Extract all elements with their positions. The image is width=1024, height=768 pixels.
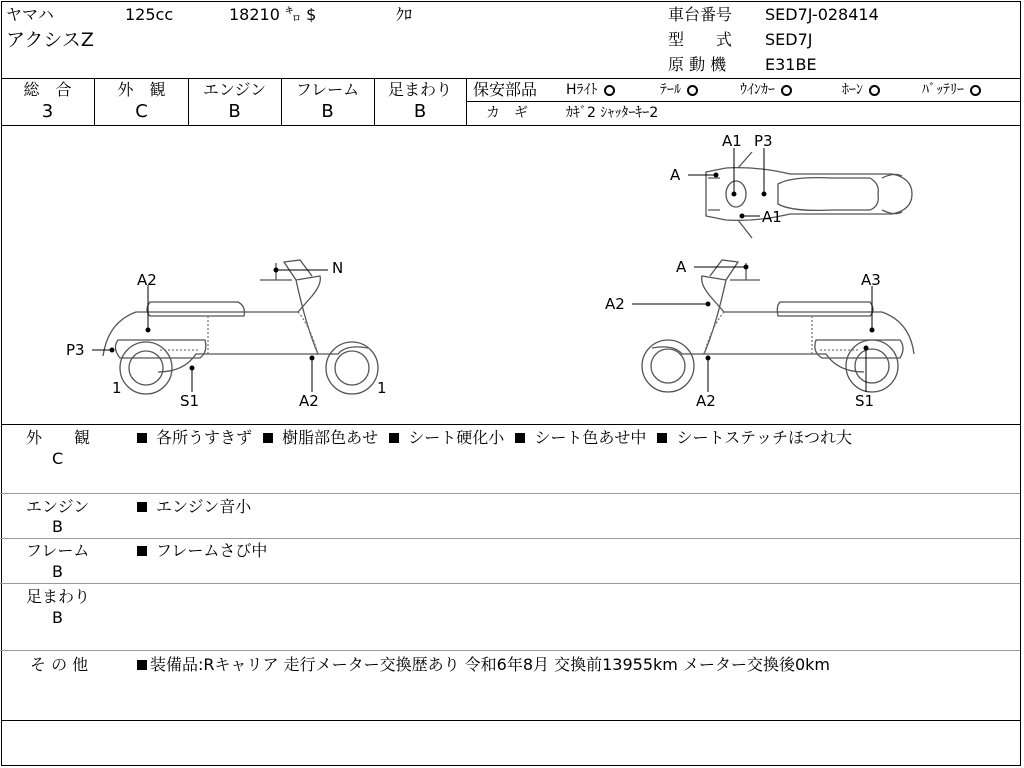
safety-label: 保安部品 <box>473 80 538 99</box>
note-exterior-grade: C <box>52 449 64 468</box>
frame-no: SED7J-028414 <box>765 5 879 24</box>
note-suspension-grade: B <box>52 608 63 627</box>
type-label: 型 式 <box>668 30 733 49</box>
label-right-a3: A3 <box>861 271 881 289</box>
bullet-icon <box>137 660 147 670</box>
bullet-icon <box>515 433 525 443</box>
bullet-icon <box>137 502 147 512</box>
label-left-a2b: A2 <box>299 392 319 410</box>
engine-label: 原 動 機 <box>668 55 727 74</box>
note-frame-grade: B <box>52 562 63 581</box>
grid-mid-line <box>466 101 1021 102</box>
frame-no-label: 車台番号 <box>668 5 733 24</box>
type-value: SED7J <box>765 30 813 49</box>
safety-headlight: Hﾗｲﾄ <box>566 81 615 99</box>
note-other-label: そ の 他 <box>30 655 89 674</box>
frame-rating-label: フレーム <box>295 80 360 99</box>
notes-top-line <box>1 424 1021 425</box>
scooter-top-view <box>706 152 912 238</box>
bullet-icon <box>137 546 147 556</box>
winker-ok-icon <box>781 85 792 96</box>
mileage: 18210 ㌔ $ <box>229 5 317 24</box>
overall-label: 総 合 <box>23 80 72 99</box>
bullet-icon <box>657 433 667 443</box>
bullet-icon <box>137 433 147 443</box>
label-right-a2: A2 <box>605 295 625 313</box>
suspension-grade: B <box>413 101 427 122</box>
safety-winker: ｳｲﾝｶｰ <box>740 81 792 99</box>
label-top-a: A <box>670 166 681 184</box>
maker: ヤマハ <box>6 5 54 24</box>
frame-grade: B <box>321 101 334 122</box>
damage-diagram <box>0 126 1020 424</box>
taillight-ok-icon <box>687 85 698 96</box>
label-top-p3: P3 <box>754 132 773 150</box>
safety-taillight: ﾃｰﾙ <box>660 81 698 99</box>
displacement: 125cc <box>125 5 174 24</box>
label-left-p3: P3 <box>66 341 85 359</box>
exterior-label: 外 観 <box>117 80 166 99</box>
note-other-items: 装備品:Rキャリア 走行メーター交換歴あり 令和6年8月 交換前13955km メーター交換後0km <box>137 655 830 675</box>
label-left-a2: A2 <box>137 271 157 289</box>
engine-grade: B <box>228 101 241 122</box>
note-engine-label: エンジン <box>26 497 90 516</box>
engine-rating-label: エンジン <box>202 80 267 99</box>
color: ｸﾛ <box>396 5 413 24</box>
note-frame-items: フレームさび中 <box>137 541 267 561</box>
notes-row-divider <box>0 650 1020 651</box>
keys-value: ｶｷﾞ2 ｼｬｯﾀｰｷｰ2 <box>566 105 659 121</box>
note-exterior-label: 外 観 <box>26 428 91 447</box>
exterior-grade: C <box>135 101 148 122</box>
model-name: アクシスZ <box>6 29 94 51</box>
note-frame-label: フレーム <box>26 541 90 560</box>
grid-top-line <box>1 78 1021 79</box>
label-right-a2b: A2 <box>696 392 716 410</box>
note-exterior-items: 各所うすきず 樹脂部色あせ シート硬化小 シート色あせ中 シートステッチほつれ大 <box>137 428 852 448</box>
note-engine-items: エンジン音小 <box>137 497 251 517</box>
note-engine-grade: B <box>52 517 63 536</box>
battery-ok-icon <box>970 85 981 96</box>
horn-ok-icon <box>869 85 880 96</box>
label-right-a: A <box>676 258 687 276</box>
bullet-icon <box>389 433 399 443</box>
suspension-label: 足まわり <box>387 80 452 99</box>
headlight-ok-icon <box>604 85 615 96</box>
notes-row-divider <box>0 583 1020 584</box>
bullet-icon <box>263 433 273 443</box>
label-top-a1b: A1 <box>762 208 782 226</box>
keys-label: カ ギ <box>486 105 528 121</box>
label-left-s1: S1 <box>180 392 200 410</box>
label-left-one-a: 1 <box>112 379 122 397</box>
notes-row-divider <box>0 538 1020 539</box>
label-left-one-b: 1 <box>377 379 387 397</box>
label-right-s1: S1 <box>855 392 875 410</box>
notes-row-divider <box>0 493 1020 494</box>
notes-bottom-line <box>1 720 1021 721</box>
label-top-a1: A1 <box>722 132 742 150</box>
engine-value: E31BE <box>765 55 817 74</box>
note-suspension-label: 足まわり <box>26 587 91 606</box>
safety-horn: ﾎｰﾝ <box>842 81 880 99</box>
label-left-n: N <box>332 259 344 277</box>
grid-divider <box>466 78 467 125</box>
overall-grade: 3 <box>41 101 54 122</box>
safety-battery: ﾊﾞｯﾃﾘｰ <box>922 81 981 99</box>
